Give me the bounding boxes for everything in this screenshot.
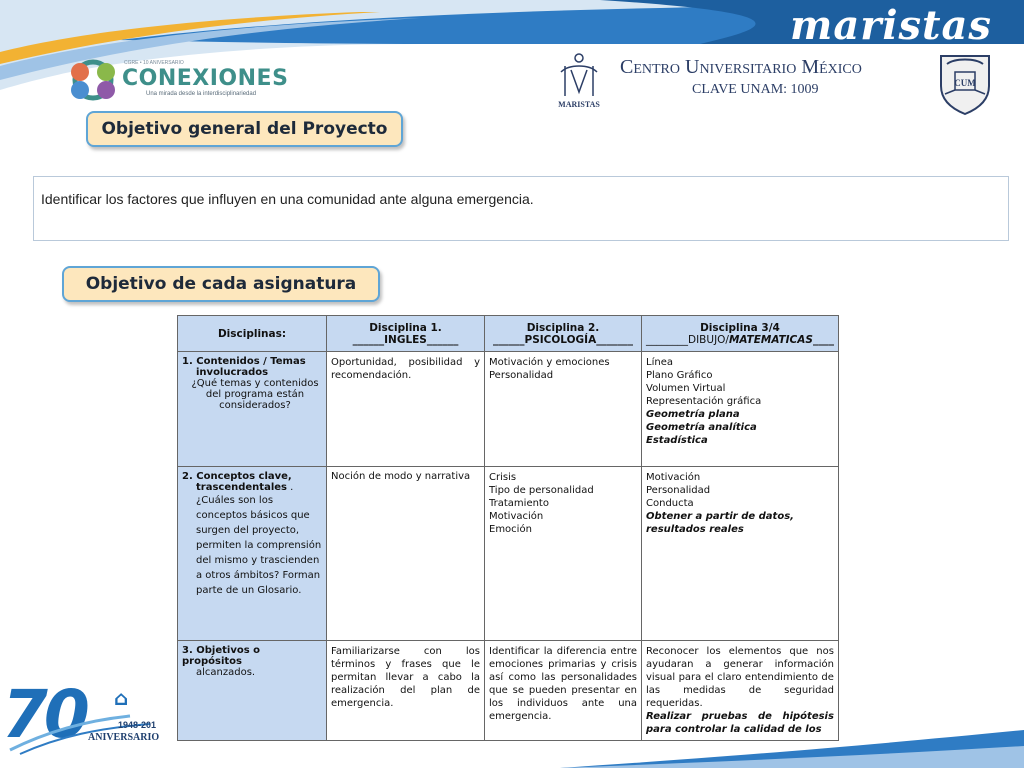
row2-dibujo-mate — [642, 467, 839, 641]
header-d3-name-c: ____ — [812, 333, 834, 346]
list-item: Tratamiento — [489, 498, 549, 509]
list-item: Tipo de personalidad — [489, 485, 594, 496]
subjects-table — [177, 315, 839, 741]
list-item: Estadística — [646, 435, 708, 446]
row1-ingles — [327, 352, 485, 467]
row1-dibujo-mate — [642, 352, 839, 467]
table-header-row — [178, 316, 839, 352]
row3-ingles — [327, 641, 485, 741]
row1-head — [178, 352, 327, 467]
list-item: Emoción — [489, 524, 532, 535]
header-d2-name: ______PSICOLOGÍA_______ — [493, 333, 633, 346]
row3-psicologia — [485, 641, 642, 741]
table-row — [178, 467, 839, 641]
conexiones-title: CONEXIONES — [122, 66, 289, 91]
table-row — [178, 352, 839, 467]
header-d2-title: Disciplina 2. — [526, 321, 600, 334]
table-row — [178, 641, 839, 741]
row3-question: alcanzados. — [196, 667, 256, 678]
row2-psicologia — [485, 467, 642, 641]
row1-ingles-text: Oportunidad, posibilidad y recomendación. — [331, 357, 480, 381]
list-item: Personalidad — [489, 370, 554, 381]
clave-unam: CLAVE UNAM: 1009 — [692, 82, 819, 97]
header-d3-name-b: MATEMATICAS — [728, 333, 813, 346]
conexiones-logo — [66, 54, 289, 106]
header-disciplina-1 — [327, 316, 485, 352]
list-item: Geometría plana — [646, 409, 740, 420]
maristas-brand-script: maristas — [790, 2, 992, 49]
row2-head — [178, 467, 327, 641]
row3-head — [178, 641, 327, 741]
header-disciplina-2 — [485, 316, 642, 352]
cum-mini-logo: ⌂ — [114, 686, 129, 710]
row1-title: 1. Contenidos / Temas — [182, 356, 306, 367]
list-item: Conducta — [646, 498, 694, 509]
institution-name: Centro Universitario México — [620, 56, 862, 78]
row2-title2-dot: . — [287, 482, 294, 493]
row2-title: 2. Conceptos clave, — [182, 471, 292, 482]
header-d1-title: Disciplina 1. — [369, 321, 442, 334]
unam-crest-icon — [935, 50, 995, 116]
row2-title2: trascendentales — [196, 482, 287, 493]
list-item: Volumen Virtual — [646, 383, 726, 394]
maristas-crest-label: MARISTAS — [558, 100, 600, 109]
list-item: Motivación y emociones — [489, 357, 610, 368]
svg-text:CUM: CUM — [954, 78, 976, 88]
list-item: Motivación — [489, 511, 544, 522]
header-disciplinas: Disciplinas: — [178, 316, 327, 352]
row1-title2: involucrados — [196, 367, 269, 378]
header-d3-title: Disciplina 3/4 — [700, 321, 780, 334]
conexiones-knot-icon — [66, 54, 120, 106]
row1-question: ¿Qué temas y contenidos del programa están considerados? — [191, 378, 319, 411]
row3-mate-text: Realizar pruebas de hipótesis para controlar la calidad de los — [646, 711, 834, 735]
list-item: Línea — [646, 357, 673, 368]
list-item: Motivación — [646, 472, 701, 483]
anniv-label: ANIVERSARIO — [88, 732, 160, 743]
row2-ingles — [327, 467, 485, 641]
subjects-objective-label: Objetivo de cada asignatura — [62, 266, 380, 302]
row2-ingles-text: Noción de modo y narrativa — [331, 471, 471, 482]
header-d3-name-a: ________DIBUJO/ — [646, 333, 729, 346]
anniv-years: 1948-201 — [118, 720, 157, 730]
list-item: Crisis — [489, 472, 517, 483]
row1-psicologia — [485, 352, 642, 467]
anniv-number: 70 — [2, 676, 86, 753]
conexiones-tagline-top: CGRE • 10 ANIVERSARIO — [124, 60, 184, 66]
row3-title: 3. Objetivos o propósitos — [182, 645, 261, 667]
row3-dibujo-text: Reconocer los elementos que nos ayudaran a generar información visual para el claro entendimiento de las medidas de seguridad requeridas. — [646, 646, 834, 709]
header-disciplina-3 — [642, 316, 839, 352]
row2-mate-text: Obtener a partir de datos, resultados reales — [646, 511, 794, 535]
row3-dibujo-mate — [642, 641, 839, 741]
list-item: Plano Gráfico — [646, 370, 713, 381]
row3-psico-text: Identificar la diferencia entre emociones primarias y crisis así como las personalidades que se pueden presentar en los individuos ante una emergencia. — [489, 646, 637, 722]
list-item: Geometría analítica — [646, 422, 757, 433]
general-objective-box — [33, 176, 1009, 241]
header-d1-name: ______INGLES______ — [352, 333, 459, 346]
anniversary-logo — [0, 676, 160, 760]
footer-swoosh — [560, 730, 1024, 768]
row2-question: ¿Cuáles son los conceptos básicos que surgen del proyecto, permiten la comprensión del mismo y trascienden a otros ámbitos? Forman parte de un Glosario. — [196, 495, 322, 596]
list-item: Personalidad — [646, 485, 711, 496]
maristas-crest-logo — [551, 52, 607, 112]
general-objective-label: Objetivo general del Proyecto — [86, 111, 403, 147]
general-objective-text: Identificar los factores que influyen en una comunidad ante alguna emergencia. — [41, 191, 534, 207]
conexiones-subtitle: Una mirada desde la interdisciplinariedad — [146, 91, 257, 97]
list-item: Representación gráfica — [646, 396, 762, 407]
maristas-crest-icon — [551, 52, 607, 102]
row3-ingles-text: Familiarizarse con los términos y frases que le permitan llevar a cabo la realización del plan de emergencia. — [331, 646, 480, 709]
